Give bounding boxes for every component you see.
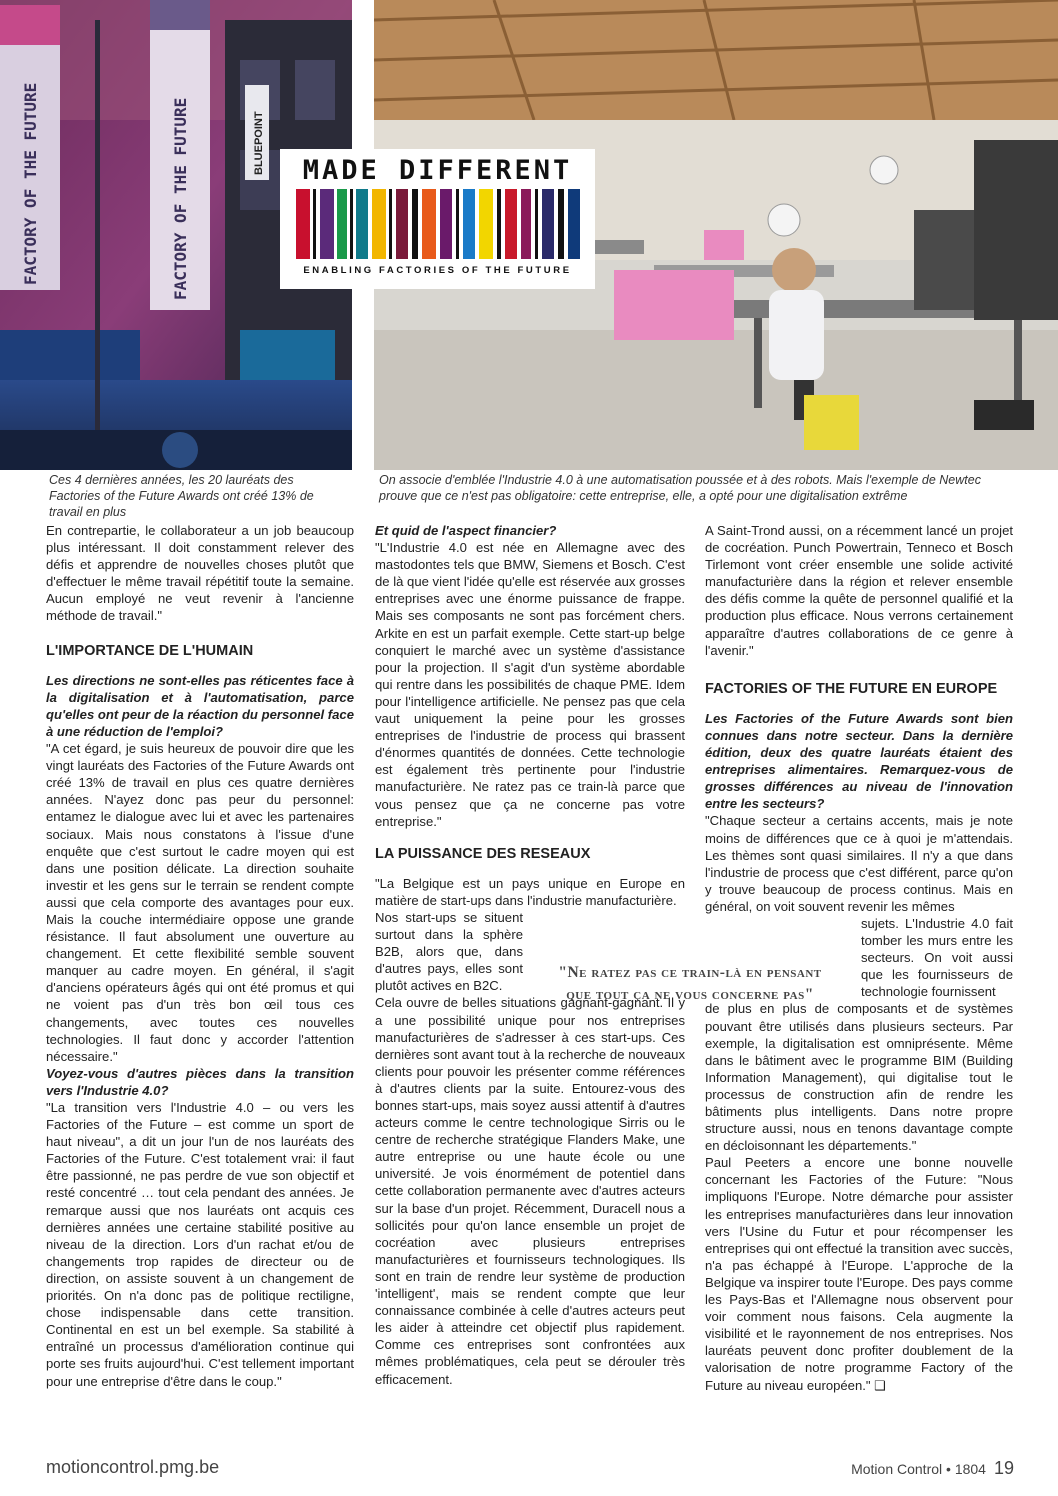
paragraph: de plus en plus de composants et de systèmes pouvant être utilisés dans plusieurs secteurs. Par exemple, la digitalisation est omniprésente. Même dans le bâtiment avec le programme BIM (Building Information Management), qui digitalise tout le processus de construction afin de rendre les bâtiments plus intelligents. Dans notre propre structure aussi, nous en tenons davantage compte en décloisonnant les départements."	[705, 1001, 1013, 1154]
paragraph-wrapped: sujets. L'Industrie 4.0 fait tomber les murs entre les secteurs. On voit aussi que les fournisseurs de technologie fournissent	[861, 915, 1013, 1000]
paragraph	[705, 1154, 1013, 1393]
article-column-1	[46, 522, 354, 1390]
paragraph: "La Belgique est un pays unique en Europe en matière de start-ups dans l'industrie manufacturière.	[375, 875, 685, 908]
closing-paragraph: Paul Peeters a encore une bonne nouvelle concernant les Factories of the Future: "Nous impliquons l'Europe. Notre démarche pour assister les entreprises manufacturières dans leur innovation vers l'Usine du Futur et pour récompenser les entreprises qui ont effectué la transition avec succès, n'a pas échappé à l'Europe. L'approche de la Belgique va inspirer toute l'Europe. Des pays comme les Pays-Bas et l'Allemagne nous observent pour voir comment nous faisons. Cela augmente la visibilité et le rayonnement de nos entreprises. Nos lauréats peuvent donc profiter doublement de la valorisation de notre programme Factory of the Future au niveau européen."	[705, 1155, 1013, 1393]
logo-color-bars	[296, 189, 580, 259]
pull-quote-line-1: "Ne ratez pas ce train-là en pensant	[558, 964, 822, 981]
logo-title: MADE DIFFERENT	[302, 155, 573, 186]
paragraph: Cela ouvre de belles situations gagnant-gagnant. Il y a une possibilité unique pour nos entreprises manufacturières de s'adresser à ces start-ups. Ces dernières sont avant tout à la recherche de nouveaux clients pour pouvoir les présenter comme références à d'autres clients par la suite. Entourez-vous des bonnes start-ups, mais soyez aussi attentif à d'autres acteurs comme le centre technologique Sirris ou le centre de recherche stratégique Flanders Make, une autre entreprise ou une haute école ou une université. Je vois énormément de potentiel dans cette collaboration permanente avec d'autres acteurs sur la base d'un projet. Récemment, Duracell nous a sollicités pour qu'on lance ensemble un projet de cocréation avec plusieurs entreprises manufacturières et fournisseurs technologiques. Ils sont en train de rendre leur système de production 'intelligent', mais se rendent compte que leur connaissance combinée à celle d'autres acteurs peut les aider à atteindre cet objectif plus rapidement. Comme ces entreprises sont confrontées aux mêmes problématiques, cela peut se dérouler très efficacement.	[375, 995, 685, 1387]
interview-question: Les directions ne sont-elles pas réticentes face à la digitalisation et à l'automatisation, parce qu'elles ont peur de la réaction du personnel face à une réduction de l'emploi?	[46, 672, 354, 739]
footer-magazine-info	[851, 1458, 1014, 1479]
magazine-issue: Motion Control • 1804	[851, 1461, 986, 1477]
paragraph: "La transition vers l'Industrie 4.0 – ou vers les Factories of the Future – est comme un sport de haut niveau", a dit un jour l'un de nos lauréats des Factories of the Future. C'est totalement vrai: il faut être passionné, ne pas perdre de vue son objectif et resté concentré … tout cela pendant des années. Je remarque aussi que nos lauréats ont acquis ces dernières années une certaine stabilité positive au niveau de la direction. Lors d'un rachat et/ou de changements trop rapides de directeur ou de direction, on assiste souvent à un changement de priorités. On n'a donc pas de politique rectiligne, chose indispensable dans cette transition. Continental en est un bel exemple. Sa stabilité à entraîné un processus d'amélioration continue qui porte ses fruits aujourd'hui. C'est tellement important pour une entreprise d'être dans le coup."	[46, 1100, 354, 1389]
interview-question: Et quid de l'aspect financier?	[375, 523, 557, 538]
made-different-logo	[280, 149, 595, 289]
pull-quote-line-2: que tout ça ne vous concerne pas"	[566, 986, 814, 1003]
paragraph: En contrepartie, le collaborateur a un job beaucoup plus intéressant. Il doit constamment relever des défis et apprendre de nouvelles choses plutôt que d'effectuer le même travail répétitif toute la semaine. Aucun employé ne veut revenir à l'ancienne méthode de travail."	[46, 523, 354, 624]
interview-question: Les Factories of the Future Awards sont bien connues dans notre secteur. Dans la dernière édition, deux des quatre lauréats étaient des entreprises alimentaires. Remarquez-vous de grosses différences au niveau de l'innovation entre les secteurs?	[705, 710, 1013, 812]
end-mark-icon: ❑	[874, 1377, 886, 1393]
logo-tagline: ENABLING FACTORIES OF THE FUTURE	[303, 265, 572, 276]
section-heading: L'IMPORTANCE DE L'HUMAIN	[46, 642, 254, 659]
section-heading: LA PUISSANCE DES RESEAUX	[375, 845, 591, 862]
paragraph: "L'Industrie 4.0 est née en Allemagne avec des mastodontes tels que BMW, Siemens et Bosch. C'est de là que vient l'idée qu'elle est réservée aux grosses entreprises avec une énorme puissance de frappe. Mais ses composants ne sont pas forcément chers. Arkite en est un parfait exemple. Cette start-up belge conquiert le marché avec un système d'assistance pour la projection. Il s'agit d'un système abordable qui rentre dans les possibilités de chaque PME. Idem pour l'intelligence artificielle. Ne pensez pas que cela vaut uniquement la peine pour les grosses entreprises de l'industrie de process qui brassent d'énormes quantités de données. Cette technologie est également très pertinente pour l'industrie manufacturière. Ne ratez pas ce train-là parce que vous pensez que ça ne concerne pas votre entreprise."	[375, 540, 685, 829]
sign-text: BLUEPOINT	[253, 111, 265, 175]
paragraph: "Chaque secteur a certains accents, mais je note moins de différences que ce à quoi je m'attendais. Les thèmes sont quasi similaires. Il n'y a que dans l'industrie de process que c'est différent, parce qu'on y trouve beaucoup de process continus. Mais en général, on voit souvent revenir les mêmes	[705, 813, 1013, 914]
interview-question: Voyez-vous d'autres pièces dans la transition vers l'Industrie 4.0?	[46, 1065, 354, 1098]
banner-1-text: FACTORY OF THE FUTURE	[21, 82, 40, 285]
page-number: 19	[993, 1458, 1014, 1478]
article-column-2	[375, 522, 685, 1388]
paragraph: "A cet égard, je suis heureux de pouvoir dire que les vingt lauréats des Factories of the Future Awards ont créé 13% de travail en plus ces quatre dernières années. N'ayez donc pas peur du personnel: entamez le dialogue avec lui et avec les partenaires sociaux. Mais nous constatons à l'issue d'une enquête que c'est surtout le cadre moyen qui est dans une position délicate. La direction souhaite investir et les gens sur le terrain se rendent compte aussi que cela comporte des avantages pour eux. Mais la couche intermédiaire oppose une grande résistance. Il faut absolument une ouverture au changement. Et cette flexibilité semble souvent manquer au cadre moyen. En général, il s'agit d'anciens opérateurs âgés qui ont été promus et qui ne voient pas d'un très bon œil tous ces changements, avec toutes ces nouvelles technologies. Il faut donc y accorder l'attention nécessaire."	[46, 741, 354, 1064]
paragraph: A Saint-Trond aussi, on a récemment lancé un projet de cocréation. Punch Powertrain, Tenneco et Bosch Tirlemont vont créer ensemble une solide activité manufacturière dans la région et relever ensemble des défis comme la quête de personnel qualifié et la production plus efficace. Nous verrons certainement apparaître d'autres collaborations de ce genre à l'avenir."	[705, 523, 1013, 658]
caption-right-photo: On associe d'emblée l'Industrie 4.0 à une automatisation poussée et à des robots. Mais l'exemple de Newtec prouve que ce n'est pas obligatoire: cette entreprise, elle, a opté pour une digitalisation extrême	[374, 471, 1014, 507]
caption-left-photo: Ces 4 dernières années, les 20 lauréats des Factories of the Future Awards ont créé 13% de travail en plus	[44, 471, 352, 507]
section-heading: FACTORIES OF THE FUTURE EN EUROPE	[705, 680, 998, 697]
paragraph-wrapped: Nos start-ups se situent surtout dans la sphère B2B, alors que, dans d'autres pays, elles sont plutôt actives en B2C.	[375, 909, 523, 994]
article-column-3	[705, 522, 1013, 1394]
footer-website: motioncontrol.pmg.be	[46, 1457, 220, 1477]
banner-2-text: FACTORY OF THE FUTURE	[171, 97, 190, 300]
